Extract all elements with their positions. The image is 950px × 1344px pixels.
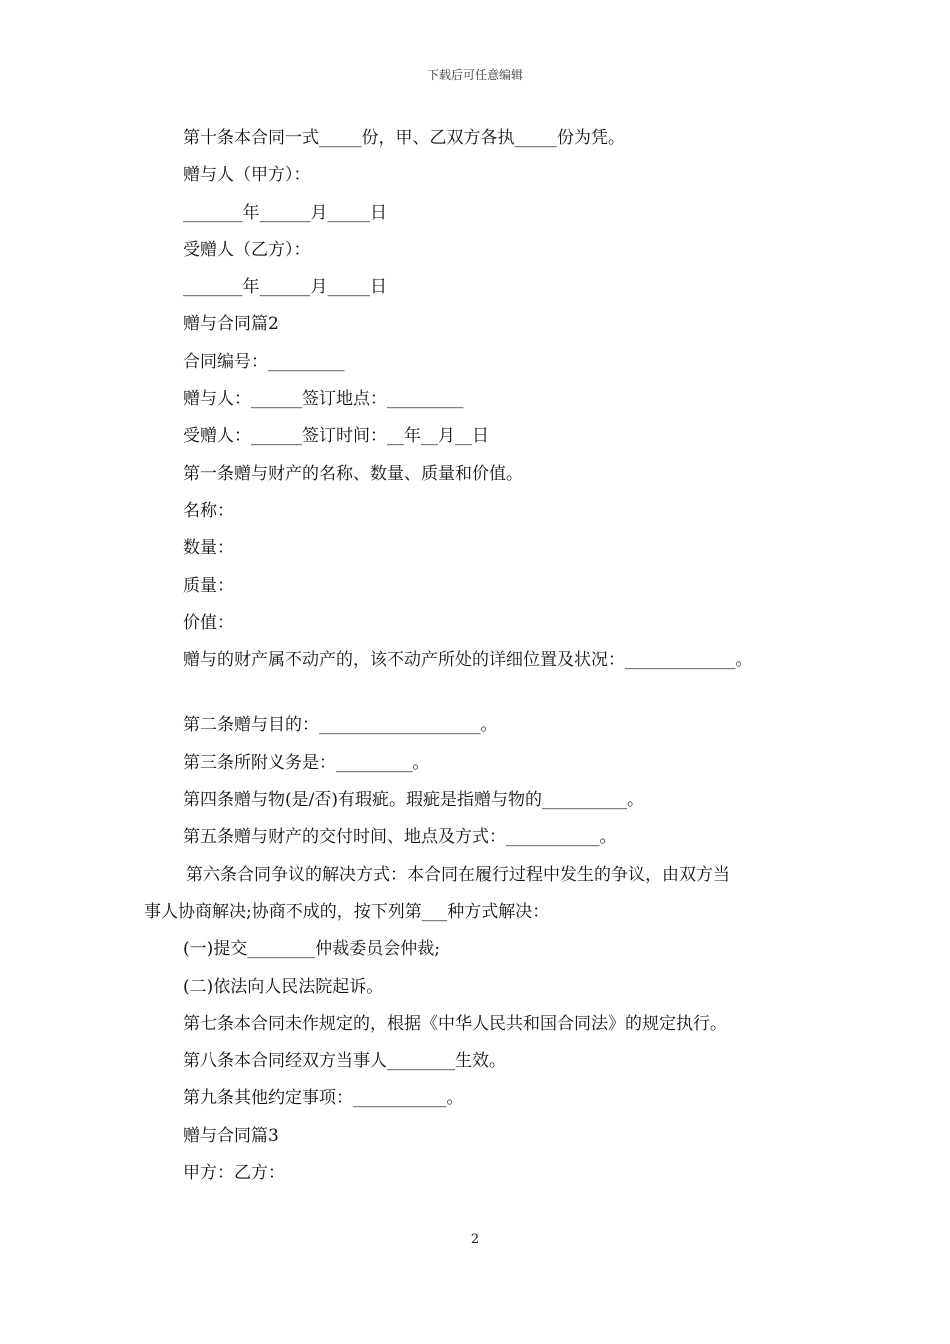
clause-1-property: 第一条赠与财产的名称、数量、质量和价值。 — [183, 463, 523, 484]
real-estate-location-line: 赠与的财产属不动产的，该不动产所处的详细位置及状况：_____________。 — [183, 650, 753, 671]
blank-gap — [144, 679, 824, 707]
property-quality-line: 质量： — [183, 575, 234, 596]
donee-party-b-label: 受赠人（乙方）： — [183, 239, 311, 260]
clause-2-purpose: 第二条赠与目的：___________________。 — [183, 715, 498, 736]
donor-date-line: _______年______月_____日 — [183, 202, 387, 223]
clause-6-dispute-second-line: 事人协商解决;协商不成的，按下列第___种方式解决： — [144, 901, 550, 922]
parties-line: 甲方：乙方： — [183, 1163, 285, 1184]
clause-3-obligations: 第三条所附义务是：_________。 — [183, 752, 430, 773]
donee-signing-time-line: 受赠人：______签订时间：__年__月__日 — [183, 426, 489, 447]
clause-6-dispute-first-line: 第六条合同争议的解决方式：本合同在履行过程中发生的争议，由双方当 — [186, 864, 730, 885]
dispute-option-arbitration: (一)提交________仲裁委员会仲裁; — [183, 939, 440, 960]
dispute-option-court: (二)依法向人民法院起诉。 — [183, 976, 384, 997]
page-header: 下载后可任意编辑 — [426, 68, 523, 82]
clause-9-other-matters: 第九条其他约定事项：___________。 — [183, 1088, 464, 1109]
section-title-contract-2: 赠与合同篇2 — [183, 314, 279, 335]
clause-5-delivery: 第五条赠与财产的交付时间、地点及方式：___________。 — [183, 827, 617, 848]
clause-8-effectiveness: 第八条本合同经双方当事人________生效。 — [183, 1051, 506, 1072]
document-body — [144, 120, 824, 1192]
clause-7-applicable-law: 第七条本合同未作规定的，根据《中华人民共和国合同法》的规定执行。 — [183, 1013, 727, 1034]
property-quantity-line: 数量： — [183, 538, 234, 559]
section-title-contract-3: 赠与合同篇3 — [183, 1125, 279, 1146]
property-value-line: 价值： — [183, 612, 234, 633]
donor-signing-place-line: 赠与人：______签订地点：_________ — [183, 389, 464, 410]
clause-10-copies: 第十条本合同一式_____份，甲、乙双方各执_____份为凭。 — [183, 128, 625, 148]
contract-number-line: 合同编号：_________ — [183, 351, 345, 372]
donor-party-a-label: 赠与人（甲方）： — [183, 165, 311, 186]
clause-4-defects: 第四条赠与物(是/否)有瑕疵。瑕疵是指赠与物的__________。 — [183, 790, 644, 811]
page-number: 2 — [470, 1232, 480, 1247]
donee-date-line: _______年______月_____日 — [183, 277, 387, 298]
property-name-line: 名称： — [183, 500, 234, 521]
